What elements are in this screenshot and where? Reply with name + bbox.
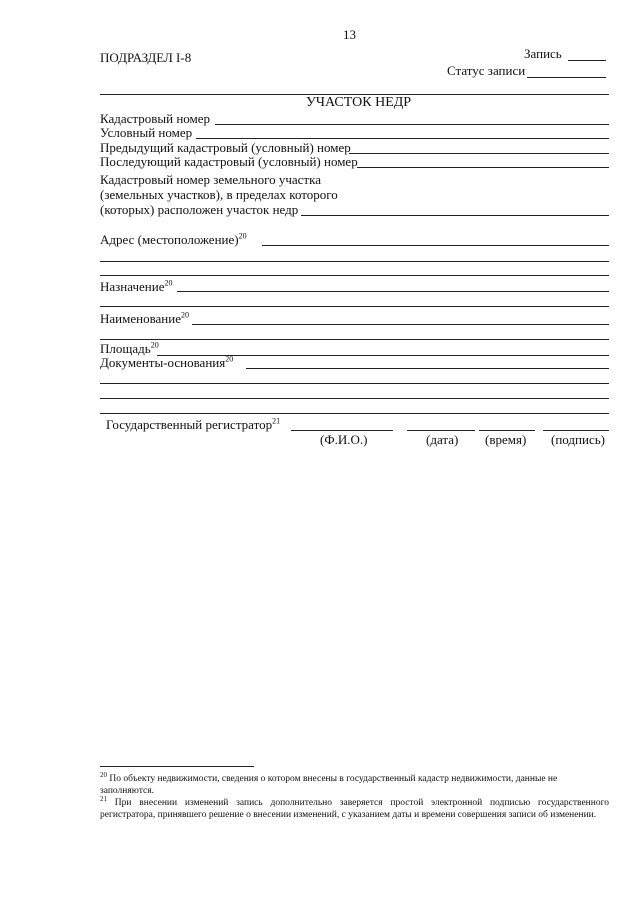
footnote-separator xyxy=(100,766,254,767)
address-field-line2[interactable] xyxy=(100,261,609,262)
name-field[interactable] xyxy=(192,324,609,325)
land-plot-label-line2: (земельных участков), в пределах которого xyxy=(100,187,338,202)
name-label: Наименование$^{20}$ xyxy=(100,310,189,326)
previous-number-field[interactable] xyxy=(349,153,609,154)
footnote-20: $^{20}$ По объекту недвижимости, сведения о котором внесены в государственный кадастр недвижимости, данные не заполняются. xyxy=(100,770,558,796)
purpose-field-line2[interactable] xyxy=(100,306,609,307)
documents-label: Документы-основания$^{20}$ xyxy=(100,354,234,370)
fio-caption: (Ф.И.О.) xyxy=(320,432,368,447)
documents-field-line4[interactable] xyxy=(100,413,609,414)
subsection-title: ПОДРАЗДЕЛ I-8 xyxy=(100,50,192,65)
footnote-ref-21: 21 xyxy=(272,416,281,426)
address-field-line3[interactable] xyxy=(100,275,609,276)
purpose-field[interactable] xyxy=(177,291,609,292)
documents-field-line2[interactable] xyxy=(100,383,609,384)
record-field[interactable] xyxy=(568,60,606,61)
cadastral-number-field[interactable] xyxy=(215,124,609,125)
footnote-ref-20: 20 xyxy=(238,231,247,241)
registrar-label: Государственный регистратор$^{21}$ xyxy=(106,416,281,432)
cadastral-number-label: Кадастровый номер xyxy=(100,111,211,126)
address-label: Адрес (местоположение)$^{20}$ xyxy=(100,231,247,247)
record-status-label: Статус записи xyxy=(447,63,526,78)
registrar-time-field[interactable] xyxy=(479,430,535,431)
previous-number-label: Предыдущий кадастровый (условный) номер xyxy=(100,140,351,155)
record-label: Запись xyxy=(524,46,562,61)
next-number-label: Последующий кадастровый (условный) номер xyxy=(100,154,358,169)
area-label: Площадь$^{20}$ xyxy=(100,340,159,356)
footnote-ref-20: 20 xyxy=(225,354,234,364)
registrar-signature-field[interactable] xyxy=(543,430,609,431)
address-field[interactable] xyxy=(262,245,609,246)
footnote-21: $^{21}$ При внесении изменений запись дополнительно заверяется простой электронной подписью государственного регистратора, принявшего решение о внесении изменений, с указанием даты и времени совершения записи об изменении. xyxy=(100,794,610,820)
land-plot-field[interactable] xyxy=(301,215,609,216)
record-status-field[interactable] xyxy=(527,77,606,78)
footnote-ref-20: 20 xyxy=(164,278,173,288)
footnote-ref-20: 20 xyxy=(150,340,159,350)
registrar-fio-field[interactable] xyxy=(291,430,393,431)
registrar-date-field[interactable] xyxy=(407,430,475,431)
conditional-number-field[interactable] xyxy=(196,138,609,139)
page-number: 13 xyxy=(343,27,356,42)
date-caption: (дата) xyxy=(426,432,459,447)
section-title: УЧАСТОК НЕДР xyxy=(306,95,412,110)
time-caption: (время) xyxy=(485,432,527,447)
land-plot-label-line1: Кадастровый номер земельного участка xyxy=(100,172,321,187)
signature-caption: (подпись) xyxy=(551,432,605,447)
next-number-field[interactable] xyxy=(357,167,609,168)
land-plot-label-line3: (которых) расположен участок недр xyxy=(100,202,299,217)
documents-field[interactable] xyxy=(246,368,609,369)
conditional-number-label: Условный номер xyxy=(100,125,193,140)
documents-field-line3[interactable] xyxy=(100,398,609,399)
footnote-ref-20: 20 xyxy=(181,310,189,320)
purpose-label: Назначение$^{20}$ xyxy=(100,278,173,294)
name-field-line2[interactable] xyxy=(100,339,609,340)
